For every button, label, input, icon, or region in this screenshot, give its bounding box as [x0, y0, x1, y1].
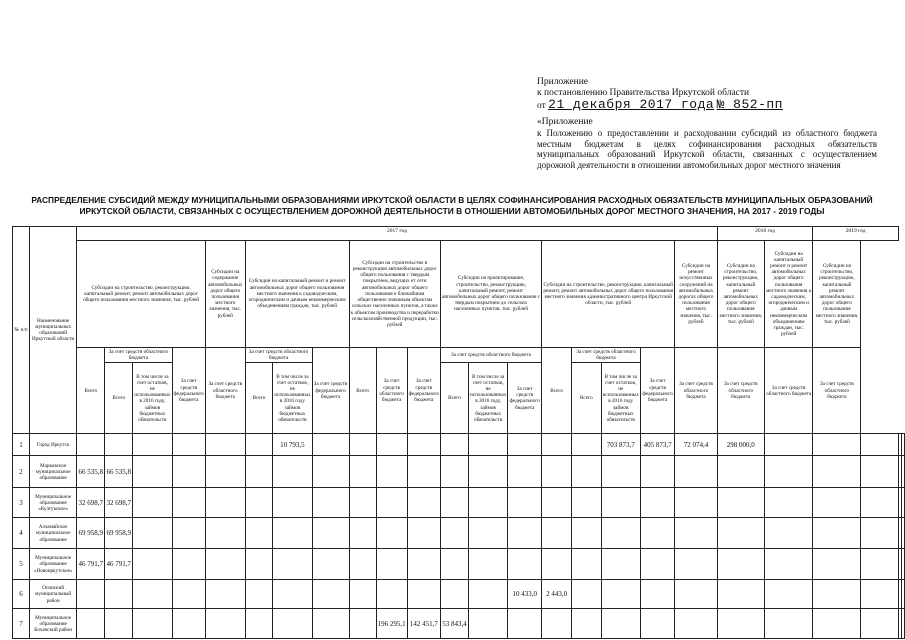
row-cell [813, 580, 861, 609]
row-cell [640, 609, 674, 639]
row-cell [349, 549, 376, 580]
row-cell [508, 609, 542, 639]
header-year-2017: 2017 год [77, 227, 717, 241]
row-cell [902, 609, 905, 639]
appendix-date: 21 декабря 2017 года [548, 97, 715, 112]
row-cell [133, 518, 172, 549]
row-cell [205, 609, 245, 639]
header-total: Всего [542, 348, 572, 434]
row-cell [245, 580, 273, 609]
row-cell [508, 518, 542, 549]
row-cell [813, 609, 861, 639]
row-cell [172, 456, 205, 488]
header-fed: За счет средств федерального бюджета [172, 348, 205, 434]
row-cell [640, 580, 674, 609]
row-cell [902, 488, 905, 518]
appendix-date-line [537, 99, 797, 112]
row-cell [601, 609, 640, 639]
row-municipality: Алзамайское муниципальное образование [30, 518, 77, 549]
row-number: 2 [13, 456, 30, 488]
row-cell [469, 580, 508, 609]
row-cell [572, 434, 602, 456]
header-incl: В том числе за счет остатков, не использованных в 2016 году займов бюджетных обязательств [273, 363, 312, 434]
row-cell [441, 488, 469, 518]
row-cell [273, 488, 312, 518]
row-cell [572, 609, 602, 639]
row-cell: 66 535,8 [105, 456, 133, 488]
row-cell [717, 580, 764, 609]
table-row [13, 434, 905, 456]
row-cell [349, 580, 376, 609]
table-row [13, 518, 905, 549]
table-row [13, 549, 905, 580]
row-cell [861, 518, 899, 549]
row-cell [813, 549, 861, 580]
row-cell [441, 549, 469, 580]
header-obl: За счет средств областного бюджета [105, 348, 172, 363]
row-cell [376, 456, 407, 488]
row-cell: 46 791,7 [105, 549, 133, 580]
row-municipality: Город Иркутск [30, 434, 77, 456]
row-cell [675, 609, 717, 639]
header-group-10: Субсидии на строительство, реконструкцию, капитальный ремонт автомобильных дорог общего пользования местного значения, тыс. рублей [813, 241, 861, 348]
row-municipality: Муниципальное образование «Култукское» [30, 488, 77, 518]
row-cell [172, 549, 205, 580]
row-cell: 142 451,7 [407, 609, 440, 639]
row-cell [245, 549, 273, 580]
row-cell: 10 793,5 [273, 434, 312, 456]
row-cell [407, 580, 440, 609]
row-cell [717, 518, 764, 549]
row-cell [349, 456, 376, 488]
header-total: Всего [105, 363, 133, 434]
header-year-2018: 2018 год [717, 227, 813, 241]
row-cell [813, 518, 861, 549]
row-cell [902, 434, 905, 456]
header-obl: За счет средств областного бюджета [441, 348, 542, 363]
row-cell [245, 609, 273, 639]
row-cell [407, 488, 440, 518]
row-cell [469, 456, 508, 488]
row-cell [717, 488, 764, 518]
header-total: Всего [441, 363, 469, 434]
header-total: Всего [572, 363, 602, 434]
header-obl: За счет средств областного бюджета [376, 348, 407, 434]
appendix-line2: к постановлению Правительства Иркутской области [537, 88, 750, 98]
row-cell: 2 443,0 [542, 580, 572, 609]
header-group-5: Субсидии на проектирование, строительство, реконструкцию, капитальный ремонт, ремонт автомобильных дорог общего пользования с твердым покрытием до сельских населенных пунктов, тыс. рублей [441, 241, 542, 348]
appendix-number: № 852-пп [716, 97, 783, 112]
row-cell [312, 580, 349, 609]
row-cell [407, 456, 440, 488]
row-cell [133, 549, 172, 580]
row-cell [172, 609, 205, 639]
row-cell [640, 518, 674, 549]
row-cell [601, 488, 640, 518]
row-cell [172, 434, 205, 456]
row-cell [376, 549, 407, 580]
row-cell: 196 295,1 [376, 609, 407, 639]
header-incl: В том числе за счет остатков, не использованных в 2016 году, займов бюджетных обязательств [469, 363, 508, 434]
row-cell: 32 698,7 [77, 488, 105, 518]
row-cell [764, 518, 812, 549]
row-cell: 46 791,7 [77, 549, 105, 580]
table-row [13, 609, 905, 639]
row-cell: 53 843,4 [441, 609, 469, 639]
row-number: 5 [13, 549, 30, 580]
row-number: 3 [13, 488, 30, 518]
row-number: 4 [13, 518, 30, 549]
header-group-7: Субсидии на ремонт искусственных сооружений на автомобильных дорогах общего пользования местного значения, тыс. рублей [675, 241, 717, 348]
row-cell: 69 958,9 [105, 518, 133, 549]
subsidy-table [12, 226, 905, 639]
row-cell [542, 456, 572, 488]
row-cell: 298 000,0 [717, 434, 764, 456]
row-cell [376, 434, 407, 456]
header-obl: За счет средств областного бюджета [813, 348, 861, 434]
row-cell [675, 518, 717, 549]
row-cell [205, 488, 245, 518]
row-cell [717, 609, 764, 639]
header-group-1: Субсидии на строительство, реконструкцию, капитальный ремонт, ремонт автомобильных дорог общего пользования местного значения, тыс. рублей [77, 241, 206, 348]
header-total: Всего [245, 363, 273, 434]
row-cell [273, 518, 312, 549]
row-cell [601, 580, 640, 609]
table-row [13, 580, 905, 609]
row-cell [601, 518, 640, 549]
row-cell [205, 456, 245, 488]
header-obl: За счет средств областного бюджета [717, 348, 764, 434]
row-cell [205, 434, 245, 456]
row-cell [441, 456, 469, 488]
row-municipality: Марковское муниципальное образование [30, 456, 77, 488]
row-cell [508, 434, 542, 456]
row-cell [542, 434, 572, 456]
row-cell [133, 456, 172, 488]
table-row [13, 488, 905, 518]
row-cell: 703 873,7 [601, 434, 640, 456]
header-obl: За счет средств областного бюджета [572, 348, 641, 363]
row-cell [273, 580, 312, 609]
row-cell [376, 580, 407, 609]
row-cell [349, 434, 376, 456]
row-cell [349, 488, 376, 518]
row-cell [572, 456, 602, 488]
row-cell [407, 549, 440, 580]
row-cell [764, 609, 812, 639]
row-cell [675, 488, 717, 518]
row-cell [813, 456, 861, 488]
row-cell: 66 535,8 [77, 456, 105, 488]
row-cell [245, 434, 273, 456]
row-cell [469, 434, 508, 456]
row-cell [205, 549, 245, 580]
row-cell [508, 488, 542, 518]
row-number: 6 [13, 580, 30, 609]
row-cell [312, 456, 349, 488]
row-cell [675, 549, 717, 580]
header-obl: За счет средств областного бюджета [675, 348, 717, 434]
row-cell [861, 609, 899, 639]
row-cell [205, 580, 245, 609]
row-cell [902, 580, 905, 609]
appendix2-text: к Положению о предоставлении и расходовании субсидий из областного бюджета местным бюджетам в целях софинансирования расходных обязательств муниципальных образований Иркутской области, связанных с осуществлением дорожной деятельности в отношении автомобильных дорог местного значения [537, 128, 877, 170]
row-number: 1 [13, 434, 30, 456]
row-cell [312, 549, 349, 580]
header-year-2019: 2019 год [813, 227, 899, 241]
row-cell [640, 488, 674, 518]
row-cell [205, 518, 245, 549]
row-cell [133, 434, 172, 456]
row-cell [312, 609, 349, 639]
row-cell [273, 456, 312, 488]
row-municipality: Муниципальное образование «Новоиркутское» [30, 549, 77, 580]
row-municipality: Осинский муниципальный район [30, 580, 77, 609]
appendix-ot: от [537, 101, 546, 111]
row-cell [764, 549, 812, 580]
row-cell [861, 580, 899, 609]
header-incl: В том числе за счет остатков, не использованных в 2016 году займов бюджетных обязательств [601, 363, 640, 434]
row-cell [902, 456, 905, 488]
header-group-8: Субсидии на строительство, реконструкцию, капитальный ремонт автомобильных дорог общего пользования местного значения, тыс. рублей [717, 241, 764, 348]
row-cell [675, 580, 717, 609]
header-total: Всего [349, 348, 376, 434]
header-group-4: Субсидии на строительство и реконструкцию автомобильных дорог общего пользования с твердым покрытием, ведущих от сети автомобильных дорог общего пользования к ближайшим общественно значимым объектам сельских населенных пунктов, а также к объектам производства и переработки сельскохозяйственной продукции, тыс. рублей [349, 241, 440, 348]
row-cell [640, 549, 674, 580]
row-cell [77, 434, 105, 456]
header-fed: За счет средств федерального бюджета [508, 363, 542, 434]
row-cell [861, 434, 899, 456]
row-cell [172, 580, 205, 609]
row-cell [245, 456, 273, 488]
row-cell [312, 518, 349, 549]
row-cell [407, 518, 440, 549]
row-cell [407, 434, 440, 456]
row-cell [376, 518, 407, 549]
row-cell: 69 958,9 [77, 518, 105, 549]
row-cell [572, 549, 602, 580]
row-cell [133, 488, 172, 518]
row-cell [508, 549, 542, 580]
row-cell [902, 518, 905, 549]
appendix2-block [537, 117, 877, 170]
table-row [13, 456, 905, 488]
header-num: № п/п [13, 227, 30, 434]
row-cell [902, 549, 905, 580]
row-cell: 72 074,4 [675, 434, 717, 456]
row-cell [273, 609, 312, 639]
row-cell [813, 434, 861, 456]
row-cell [601, 549, 640, 580]
row-cell [601, 456, 640, 488]
row-cell [441, 580, 469, 609]
header-obl: За счет средств областного бюджета [245, 348, 312, 363]
header-group-6: Субсидии на строительство, реконструкцию, капитальный ремонт, ремонт автомобильных дорог общего пользования местного значения административного центра Иркутской области, тыс. рублей [542, 241, 675, 348]
row-cell [572, 488, 602, 518]
header-obl: За счет средств областного бюджета [205, 348, 245, 434]
row-cell [77, 609, 105, 639]
row-cell [105, 580, 133, 609]
row-cell [172, 518, 205, 549]
appendix-block [537, 77, 797, 112]
row-cell [105, 609, 133, 639]
appendix-line1: Приложение [537, 77, 588, 87]
row-cell [542, 488, 572, 518]
header-total: Всего [77, 348, 105, 434]
row-cell [764, 434, 812, 456]
row-cell [441, 434, 469, 456]
row-cell [861, 549, 899, 580]
header-fed: За счет средств федерального бюджета [407, 348, 440, 434]
row-cell [572, 580, 602, 609]
row-cell [469, 609, 508, 639]
header-group-2: Субсидии на содержание автомобильных дорог общего пользования местного значения, тыс. рублей [205, 241, 245, 348]
row-number: 7 [13, 609, 30, 639]
header-group-3: Субсидии на капитальный ремонт и ремонт автомобильных дорог общего пользования местного значения к садоводческим, огородническим и дачным некоммерческим объединениям граждан, тыс. рублей [245, 241, 349, 348]
row-cell [349, 609, 376, 639]
row-cell [764, 488, 812, 518]
row-cell [572, 518, 602, 549]
header-name: Наименование муниципальных образований Иркутской области [30, 227, 77, 434]
row-cell [376, 488, 407, 518]
row-cell [172, 488, 205, 518]
row-cell: 405 873,7 [640, 434, 674, 456]
row-municipality: Муниципальное образование Боханский район [30, 609, 77, 639]
row-cell [245, 518, 273, 549]
row-cell: 10 433,0 [508, 580, 542, 609]
row-cell [717, 456, 764, 488]
header-fed: За счет средств федерального бюджета [312, 348, 349, 434]
row-cell [245, 488, 273, 518]
header-group-9: Субсидии на капитальный ремонт и ремонт автомобильных дорог общего пользования местного значения к садоводческим, огородническим и дачным некоммерческим объединениям граждан, тыс. рублей [764, 241, 812, 348]
row-cell [542, 518, 572, 549]
row-cell [312, 434, 349, 456]
row-cell [764, 580, 812, 609]
row-cell: 32 698,7 [105, 488, 133, 518]
row-cell [441, 518, 469, 549]
row-cell [861, 456, 899, 488]
row-cell [469, 488, 508, 518]
row-cell [133, 580, 172, 609]
row-cell [861, 488, 899, 518]
header-incl: В том числе за счет остатков, не использованных в 2016 году, займов бюджетных обязательств [133, 363, 172, 434]
row-cell [349, 518, 376, 549]
header-fed: За счет средств федерального бюджета [640, 348, 674, 434]
row-cell [469, 549, 508, 580]
row-cell [542, 549, 572, 580]
row-cell [273, 549, 312, 580]
row-cell [640, 456, 674, 488]
document-title: РАСПРЕДЕЛЕНИЕ СУБСИДИЙ МЕЖДУ МУНИЦИПАЛЬНЫМИ ОБРАЗОВАНИЯМИ ИРКУТСКОЙ ОБЛАСТИ В ЦЕЛЯХ СОФИНАНСИРОВАНИЯ РАСХОДНЫХ ОБЯЗАТЕЛЬСТВ МУНИЦИПАЛЬНЫХ ОБРАЗОВАНИЙ ИРКУТСКОЙ ОБЛАСТИ, СВЯЗАННЫХ С ОСУЩЕСТВЛЕНИЕМ ДОРОЖНОЙ ДЕЯТЕЛЬНОСТИ В ОТНОШЕНИИ АВТОМОБИЛЬНЫХ ДОРОГ МЕСТНОГО ЗНАЧЕНИЯ, НА 2017 - 2019 ГОДЫ [31, 195, 873, 216]
header-obl: За счет средств областного бюджета [764, 348, 812, 434]
row-cell [312, 488, 349, 518]
row-cell [133, 609, 172, 639]
row-cell [813, 488, 861, 518]
row-cell [469, 518, 508, 549]
row-cell [764, 456, 812, 488]
row-cell [717, 549, 764, 580]
row-cell [542, 609, 572, 639]
row-cell [77, 580, 105, 609]
appendix2-line1: «Приложение [537, 117, 593, 127]
row-cell [675, 456, 717, 488]
row-cell [105, 434, 133, 456]
row-cell [508, 456, 542, 488]
